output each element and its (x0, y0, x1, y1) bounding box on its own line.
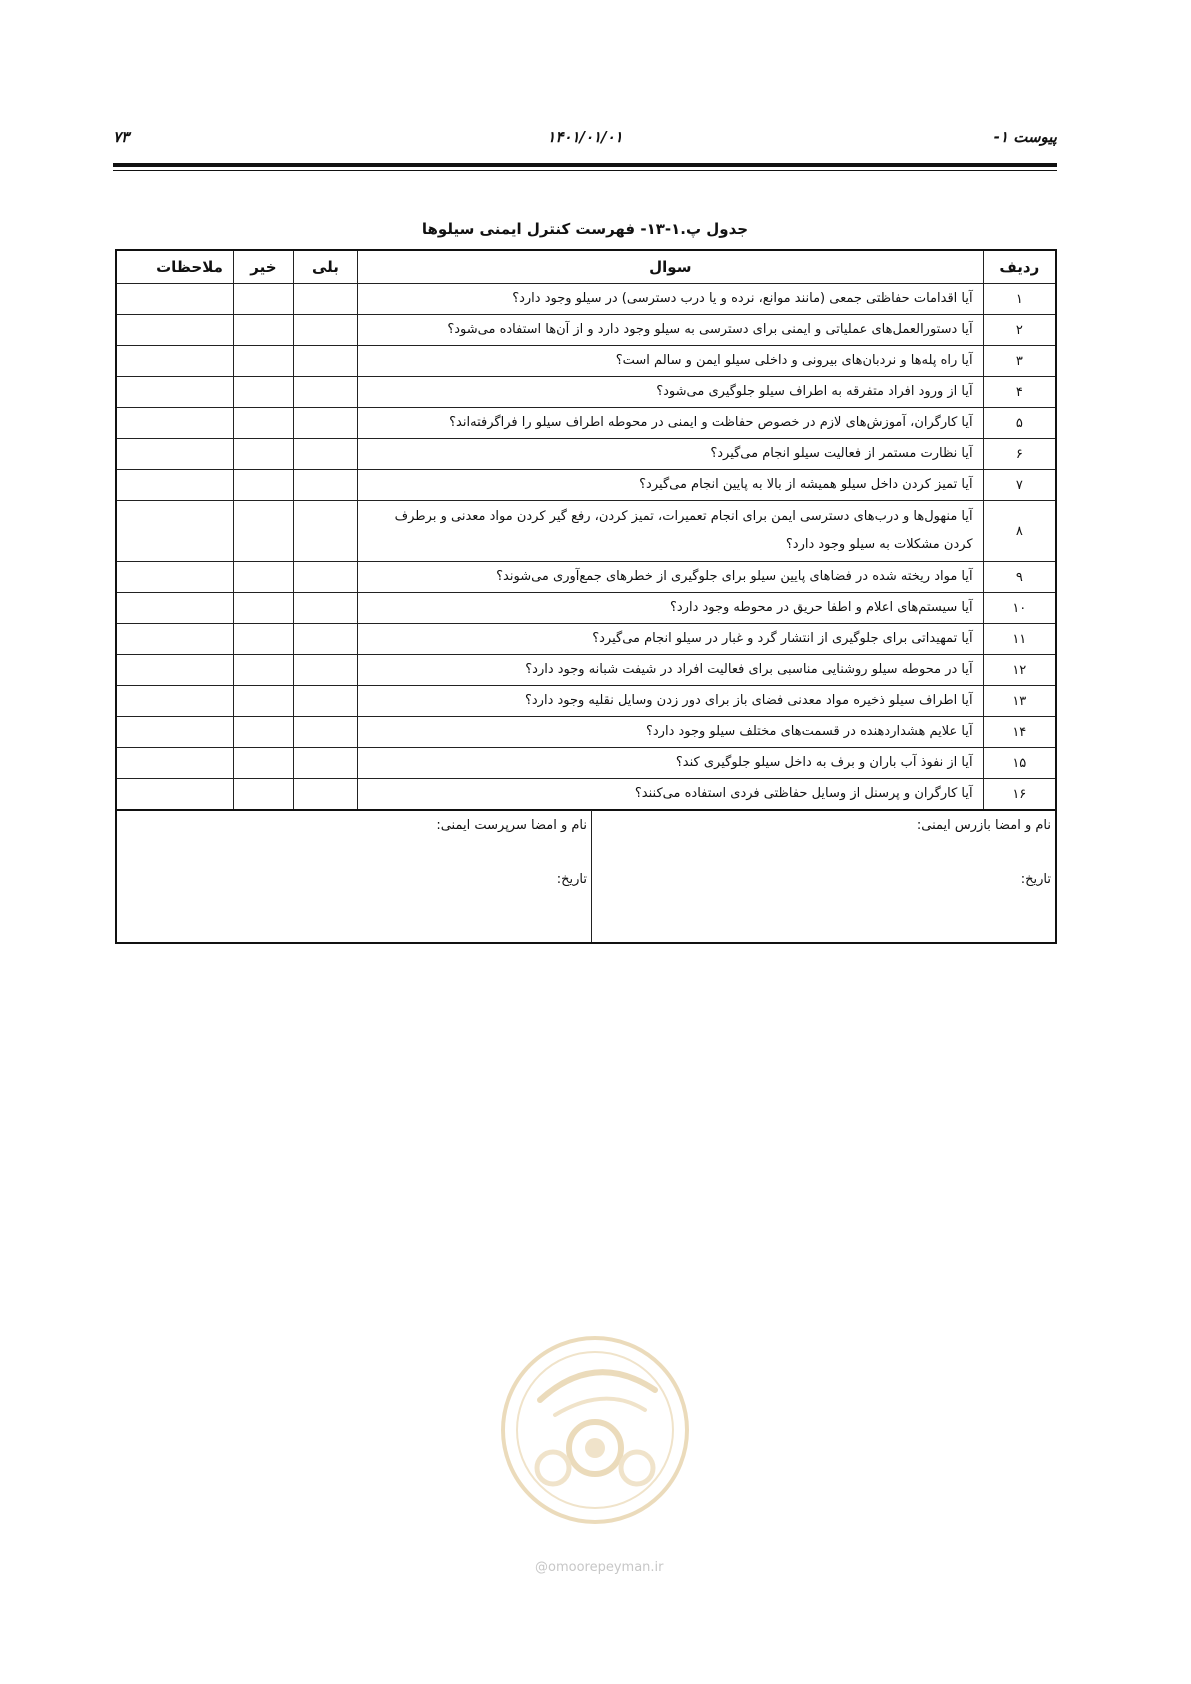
row-question: آیا از نفوذ آب باران و برف به داخل سیلو جلوگیری کند؟ (357, 748, 983, 779)
table-row (116, 655, 1056, 686)
yes-cell[interactable] (293, 748, 357, 779)
table-row (116, 470, 1056, 501)
row-index: ۷ (983, 470, 1056, 501)
table-header-row (116, 250, 1056, 284)
no-cell[interactable] (233, 501, 293, 562)
row-index: ۱ (983, 284, 1056, 315)
row-question: آیا مواد ریخته شده در فضاهای پایین سیلو برای جلوگیری از خطرهای جمع‌آوری می‌شوند؟ (357, 562, 983, 593)
yes-cell[interactable] (293, 501, 357, 562)
table-row (116, 686, 1056, 717)
no-cell[interactable] (233, 377, 293, 408)
row-question: آیا منهول‌ها و درب‌های دسترسی ایمن برای انجام تعمیرات، تمیز کردن، رفع گیر کردن مواد معدنی و برطرف کردن مشکلات به سیلو وجود دارد؟ (357, 501, 983, 562)
table-caption: جدول پ.۱-۱۳- فهرست کنترل ایمنی سیلوها (421, 220, 749, 238)
no-cell[interactable] (233, 562, 293, 593)
table-row (116, 779, 1056, 811)
table-row (116, 748, 1056, 779)
no-cell[interactable] (233, 439, 293, 470)
notes-cell[interactable] (116, 346, 233, 377)
table-row (116, 624, 1056, 655)
yes-cell[interactable] (293, 593, 357, 624)
inspector-date-label: تاریخ: (1020, 872, 1051, 887)
table-row (116, 717, 1056, 748)
row-question: آیا علایم هشداردهنده در قسمت‌های مختلف سیلو وجود دارد؟ (357, 717, 983, 748)
col-index-header: ردیف (983, 250, 1056, 284)
notes-cell[interactable] (116, 717, 233, 748)
row-question: آیا نظارت مستمر از فعالیت سیلو انجام می‌گیرد؟ (357, 439, 983, 470)
row-index: ۲ (983, 315, 1056, 346)
no-cell[interactable] (233, 686, 293, 717)
no-cell[interactable] (233, 315, 293, 346)
table-row (116, 346, 1056, 377)
notes-cell[interactable] (116, 284, 233, 315)
row-index: ۱۱ (983, 624, 1056, 655)
notes-cell[interactable] (116, 748, 233, 779)
signature-table (115, 810, 1057, 944)
no-cell[interactable] (233, 593, 293, 624)
inspector-signature-box[interactable] (592, 810, 1057, 943)
row-index: ۱۲ (983, 655, 1056, 686)
row-index: ۸ (983, 501, 1056, 562)
omoore-peyman-stamp-logo (495, 1330, 695, 1530)
row-question: آیا در محوطه سیلو روشنایی مناسبی برای فعالیت افراد در شیفت شبانه وجود دارد؟ (357, 655, 983, 686)
table-row (116, 284, 1056, 315)
row-index: ۳ (983, 346, 1056, 377)
row-index: ۵ (983, 408, 1056, 439)
row-index: ۱۵ (983, 748, 1056, 779)
row-question: آیا اقدامات حفاظتی جمعی (مانند موانع، نرده و یا درب دسترسی) در سیلو وجود دارد؟ (357, 284, 983, 315)
notes-cell[interactable] (116, 501, 233, 562)
yes-cell[interactable] (293, 470, 357, 501)
table-row (116, 501, 1056, 562)
appendix-label: پیوست ۱- (993, 128, 1057, 146)
website-watermark: @omoorepeyman.ir (535, 1560, 664, 1575)
yes-cell[interactable] (293, 562, 357, 593)
yes-cell[interactable] (293, 408, 357, 439)
row-question: آیا کارگران و پرسنل از وسایل حفاظتی فردی استفاده می‌کنند؟ (357, 779, 983, 811)
supervisor-signature-box[interactable] (116, 810, 592, 943)
yes-cell[interactable] (293, 346, 357, 377)
no-cell[interactable] (233, 284, 293, 315)
inspector-signature-label: نام و امضا بازرس ایمنی: (916, 818, 1051, 833)
col-no-header: خیر (233, 250, 293, 284)
no-cell[interactable] (233, 655, 293, 686)
yes-cell[interactable] (293, 624, 357, 655)
row-question: آیا راه پله‌ها و نردبان‌های بیرونی و داخلی سیلو ایمن و سالم است؟ (357, 346, 983, 377)
row-index: ۱۳ (983, 686, 1056, 717)
row-index: ۶ (983, 439, 1056, 470)
col-question-header: سوال (357, 250, 983, 284)
notes-cell[interactable] (116, 439, 233, 470)
no-cell[interactable] (233, 748, 293, 779)
header-date: ۱۴۰۱/۰۱/۰۱ (547, 128, 623, 146)
notes-cell[interactable] (116, 377, 233, 408)
header-rule-thin (113, 170, 1057, 171)
notes-cell[interactable] (116, 315, 233, 346)
row-index: ۱۰ (983, 593, 1056, 624)
row-index: ۴ (983, 377, 1056, 408)
row-question: آیا تمیز کردن داخل سیلو همیشه از بالا به پایین انجام می‌گیرد؟ (357, 470, 983, 501)
col-notes-header: ملاحظات (116, 250, 233, 284)
no-cell[interactable] (233, 346, 293, 377)
no-cell[interactable] (233, 470, 293, 501)
row-question: آیا از ورود افراد متفرقه به اطراف سیلو جلوگیری می‌شود؟ (357, 377, 983, 408)
page-header (113, 128, 1057, 150)
no-cell[interactable] (233, 779, 293, 811)
notes-cell[interactable] (116, 779, 233, 811)
row-question: آیا سیستم‌های اعلام و اطفا حریق در محوطه وجود دارد؟ (357, 593, 983, 624)
header-rule-thick (113, 163, 1057, 167)
no-cell[interactable] (233, 624, 293, 655)
row-question: آیا تمهیداتی برای جلوگیری از انتشار گرد و غبار در سیلو انجام می‌گیرد؟ (357, 624, 983, 655)
notes-cell[interactable] (116, 593, 233, 624)
yes-cell[interactable] (293, 655, 357, 686)
notes-cell[interactable] (116, 686, 233, 717)
row-index: ۱۶ (983, 779, 1056, 811)
table-row (116, 315, 1056, 346)
safety-checklist-table (115, 249, 1057, 811)
supervisor-signature-label: نام و امضا سرپرست ایمنی: (436, 818, 587, 833)
notes-cell[interactable] (116, 655, 233, 686)
yes-cell[interactable] (293, 315, 357, 346)
table-row (116, 408, 1056, 439)
yes-cell[interactable] (293, 779, 357, 811)
row-question: آیا اطراف سیلو ذخیره مواد معدنی فضای باز برای دور زدن وسایل نقلیه وجود دارد؟ (357, 686, 983, 717)
no-cell[interactable] (233, 408, 293, 439)
table-row (116, 439, 1056, 470)
no-cell[interactable] (233, 717, 293, 748)
col-yes-header: بلی (293, 250, 357, 284)
yes-cell[interactable] (293, 439, 357, 470)
notes-cell[interactable] (116, 562, 233, 593)
row-question: آیا دستورالعمل‌های عملیاتی و ایمنی برای دسترسی به سیلو وجود دارد و از آن‌ها استفاده می‌شود؟ (357, 315, 983, 346)
row-index: ۹ (983, 562, 1056, 593)
notes-cell[interactable] (116, 408, 233, 439)
yes-cell[interactable] (293, 717, 357, 748)
notes-cell[interactable] (116, 470, 233, 501)
supervisor-date-label: تاریخ: (556, 872, 587, 887)
table-row (116, 377, 1056, 408)
page-number: ۷۳ (113, 128, 130, 146)
table-row (116, 593, 1056, 624)
row-question: آیا کارگران، آموزش‌های لازم در خصوص حفاظت و ایمنی در محوطه اطراف سیلو را فراگرفته‌اند؟ (357, 408, 983, 439)
yes-cell[interactable] (293, 284, 357, 315)
yes-cell[interactable] (293, 377, 357, 408)
yes-cell[interactable] (293, 686, 357, 717)
row-index: ۱۴ (983, 717, 1056, 748)
notes-cell[interactable] (116, 624, 233, 655)
table-row (116, 562, 1056, 593)
